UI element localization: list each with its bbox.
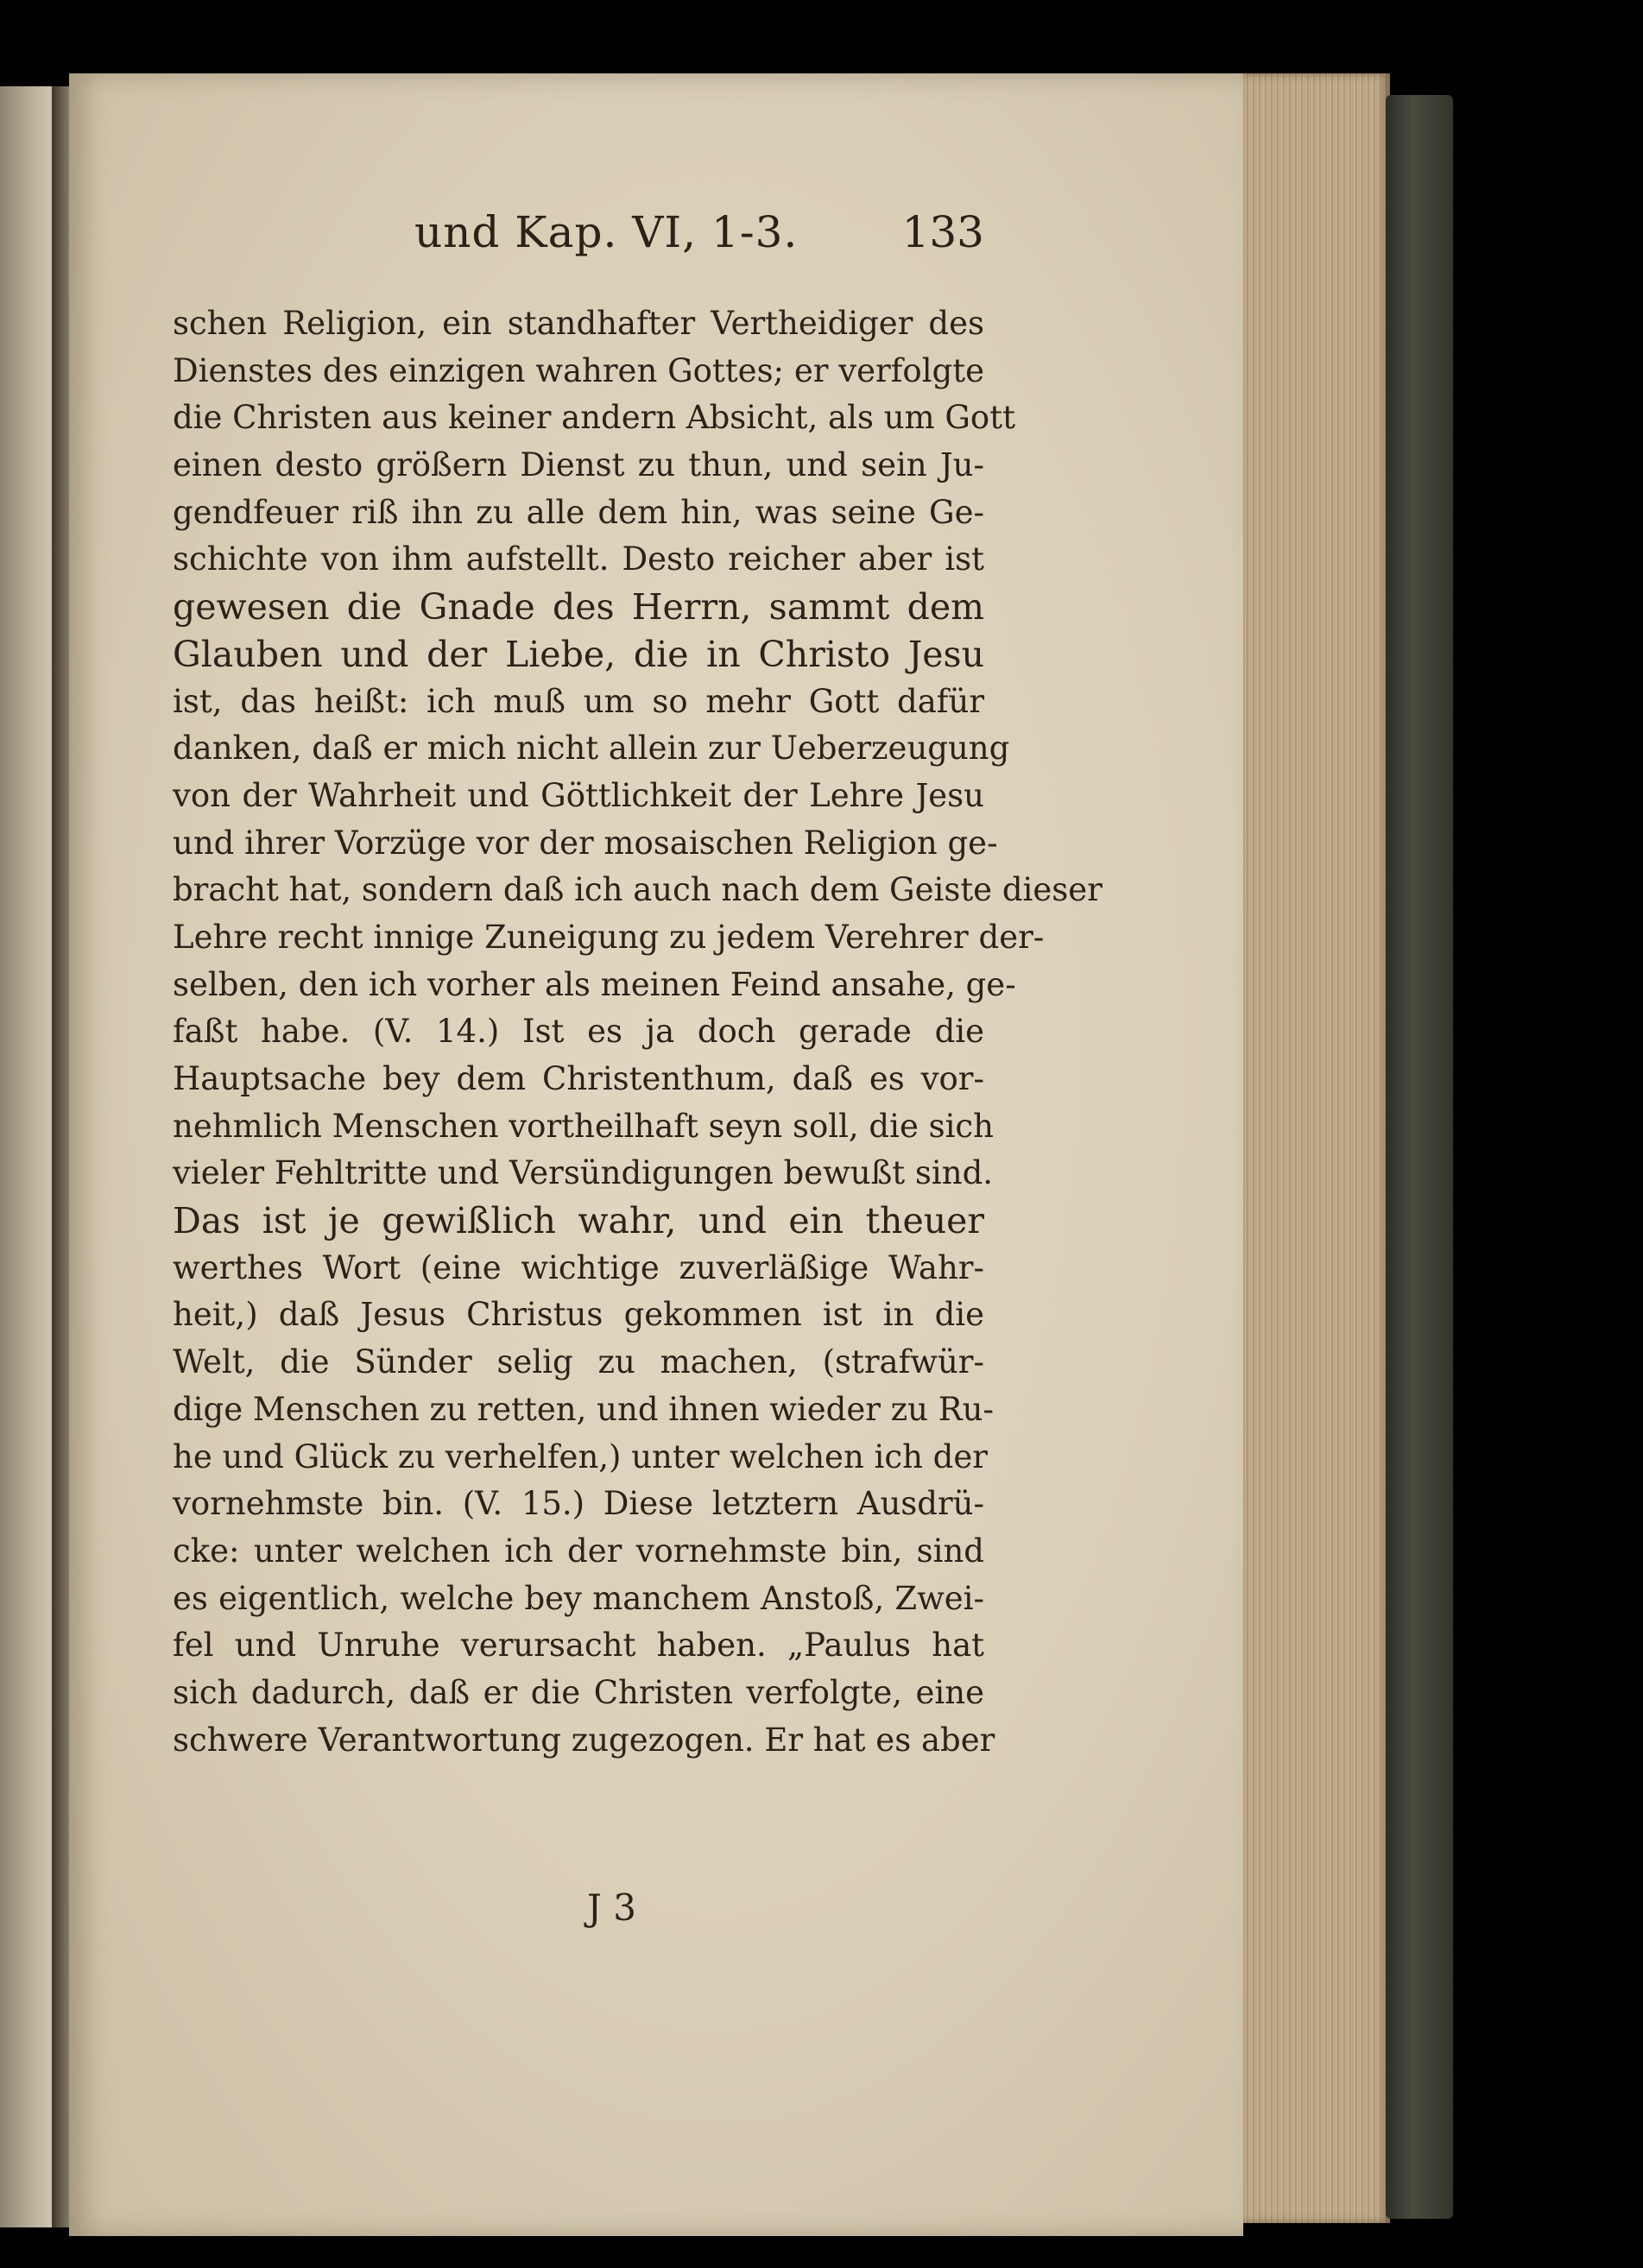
text-line: schichte von ihm aufstellt. Desto reicher aber ist — [173, 540, 984, 578]
page-block-edge — [1243, 73, 1390, 2223]
text-line: fel und Unruhe verursacht haben. „Paulus hat — [173, 1627, 984, 1665]
text-line: und ihrer Vorzüge vor der mosaischen Religion ge- — [173, 824, 998, 862]
text-line: bracht hat, sondern daß ich auch nach dem Geiste dieser — [173, 871, 1103, 909]
text-line: vornehmste bin. (V. 15.) Diese letztern Ausdrü- — [173, 1485, 984, 1523]
page-header — [414, 207, 984, 276]
text-line: he und Glück zu verhelfen,) unter welchen ich der — [173, 1437, 988, 1475]
text-line: Das ist je gewißlich wahr, und ein theuer — [173, 1200, 984, 1242]
body-text — [173, 300, 1103, 1764]
cover-board — [1386, 95, 1453, 2219]
signature-mark: J 3 — [587, 1886, 636, 1929]
page-number: 133 — [901, 207, 984, 257]
text-line: Welt, die Sünder selig zu machen, (strafwür- — [173, 1343, 984, 1381]
text-line: werthes Wort (eine wichtige zuverläßige Wahr- — [173, 1248, 984, 1286]
text-line: faßt habe. (V. 14.) Ist es ja doch gerade die — [173, 1013, 984, 1051]
text-line: cke: unter welchen ich der vornehmste bin, sind — [173, 1532, 984, 1570]
text-line: es eigentlich, welche bey manchem Anstoß, Zwei- — [173, 1579, 984, 1617]
text-line: die Christen aus keiner andern Absicht, als um Gott — [173, 399, 1015, 437]
text-line: danken, daß er mich nicht allein zur Ueberzeugung — [173, 730, 1010, 768]
text-line: selben, den ich vorher als meinen Feind ansahe, ge- — [173, 965, 1016, 1003]
text-line: gewesen die Gnade des Herrn, sammt dem — [173, 586, 984, 629]
text-line: gendfeuer riß ihn zu alle dem hin, was seine Ge- — [173, 493, 984, 531]
text-line: schen Religion, ein standhafter Vertheidiger des — [173, 305, 984, 342]
text-line: Dienstes des einzigen wahren Gottes; er verfolgte — [173, 351, 984, 389]
text-line: Glauben und der Liebe, die in Christo Jesu — [173, 633, 984, 675]
text-line: ist, das heißt: ich muß um so mehr Gott dafür — [173, 682, 984, 720]
text-line: sich dadurch, daß er die Christen verfolgte, eine — [173, 1673, 984, 1711]
running-head: und Kap. VI, 1-3. — [414, 207, 799, 257]
text-line: dige Menschen zu retten, und ihnen wieder zu Ru- — [173, 1390, 994, 1428]
text-line: Lehre recht innige Zuneigung zu jedem Verehrer der- — [173, 918, 1045, 956]
text-line: von der Wahrheit und Göttlichkeit der Lehre Jesu — [173, 776, 984, 814]
text-line: heit,) daß Jesus Christus gekommen ist in die — [173, 1296, 984, 1334]
text-line: Hauptsache bey dem Christenthum, daß es vor- — [173, 1060, 984, 1097]
text-line: schwere Verantwortung zugezogen. Er hat es aber — [173, 1721, 995, 1759]
text-line: nehmlich Menschen vortheilhaft seyn soll, die sich — [173, 1107, 994, 1145]
text-line: vieler Fehltritte und Versündigungen bewußt sind. — [173, 1154, 994, 1192]
text-line: einen desto größern Dienst zu thun, und sein Ju- — [173, 446, 984, 484]
